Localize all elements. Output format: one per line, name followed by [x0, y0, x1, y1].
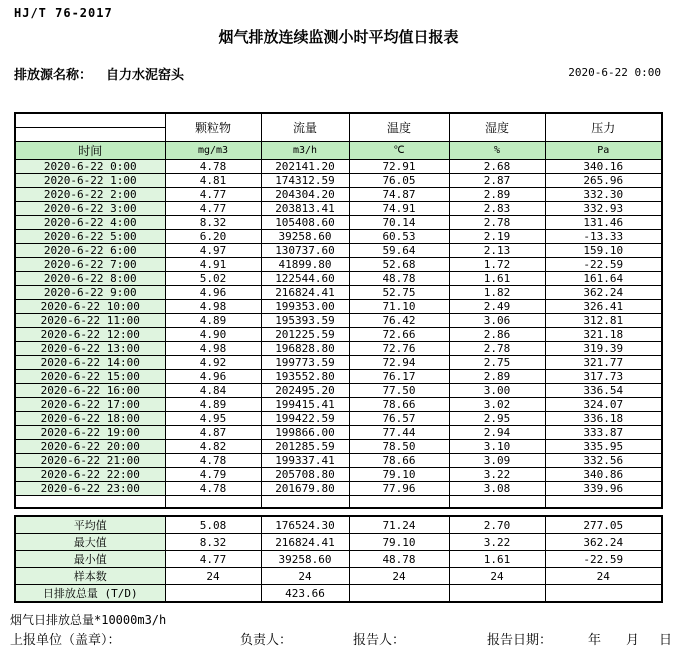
- value-cell: 205708.80: [261, 467, 349, 481]
- time-cell: 2020-6-22 8:00: [15, 271, 165, 285]
- time-cell: 2020-6-22 15:00: [15, 369, 165, 383]
- value-cell: 4.87: [165, 425, 261, 439]
- summary-value-cell: 4.77: [165, 551, 261, 568]
- value-cell: 39258.60: [261, 229, 349, 243]
- day-label: 日: [659, 633, 673, 648]
- summary-rows: [15, 516, 662, 602]
- summary-value-cell: 24: [261, 568, 349, 585]
- time-cell: 2020-6-22 13:00: [15, 341, 165, 355]
- value-cell: 340.16: [545, 159, 662, 173]
- time-cell: 2020-6-22 19:00: [15, 425, 165, 439]
- value-cell: 4.77: [165, 201, 261, 215]
- value-cell: 4.89: [165, 313, 261, 327]
- time-cell: 2020-6-22 2:00: [15, 187, 165, 201]
- value-cell: 74.87: [349, 187, 449, 201]
- value-cell: 362.24: [545, 285, 662, 299]
- value-cell: 326.41: [545, 299, 662, 313]
- value-cell: 4.82: [165, 439, 261, 453]
- value-cell: 3.08: [449, 481, 545, 495]
- value-cell: 76.42: [349, 313, 449, 327]
- table-row: [15, 201, 662, 215]
- emission-source-label: 排放源名称：: [14, 68, 93, 83]
- value-cell: 78.66: [349, 397, 449, 411]
- value-cell: 317.73: [545, 369, 662, 383]
- value-cell: 4.78: [165, 481, 261, 495]
- value-cell: 4.78: [165, 159, 261, 173]
- value-cell: 71.10: [349, 299, 449, 313]
- value-cell: 74.91: [349, 201, 449, 215]
- value-cell: 2.13: [449, 243, 545, 257]
- value-cell: 196828.80: [261, 341, 349, 355]
- value-cell: 199773.59: [261, 355, 349, 369]
- empty-row: [15, 495, 662, 508]
- value-cell: 201225.59: [261, 327, 349, 341]
- summary-row: [15, 568, 662, 585]
- value-cell: 340.86: [545, 467, 662, 481]
- value-cell: 76.57: [349, 411, 449, 425]
- value-cell: 199415.41: [261, 397, 349, 411]
- value-cell: 59.64: [349, 243, 449, 257]
- summary-value-cell: 362.24: [545, 534, 662, 551]
- value-cell: 2.78: [449, 341, 545, 355]
- summary-value-cell: [349, 585, 449, 603]
- value-cell: 72.91: [349, 159, 449, 173]
- column-header: 颗粒物: [165, 113, 261, 141]
- value-cell: 5.02: [165, 271, 261, 285]
- column-unit: %: [449, 141, 545, 159]
- summary-row: [15, 551, 662, 568]
- table-row: [15, 187, 662, 201]
- value-cell: 72.76: [349, 341, 449, 355]
- table-row: [15, 285, 662, 299]
- value-cell: 2.89: [449, 369, 545, 383]
- value-cell: 265.96: [545, 173, 662, 187]
- value-cell: 2.78: [449, 215, 545, 229]
- value-cell: 202141.20: [261, 159, 349, 173]
- signature-line: [0, 629, 677, 647]
- time-cell: 2020-6-22 20:00: [15, 439, 165, 453]
- time-cell: 2020-6-22 11:00: [15, 313, 165, 327]
- value-cell: 312.81: [545, 313, 662, 327]
- pollutant-header-row: [15, 113, 662, 141]
- total-emission-note: 烟气日排放总量*10000m3/h: [10, 613, 167, 627]
- value-cell: 4.84: [165, 383, 261, 397]
- summary-label-cell: 最大值: [15, 534, 165, 551]
- empty-cell: [165, 495, 261, 508]
- value-cell: 4.97: [165, 243, 261, 257]
- value-cell: 216824.41: [261, 285, 349, 299]
- summary-value-cell: 71.24: [349, 516, 449, 534]
- summary-label-cell: 日排放总量 (T/D): [15, 585, 165, 603]
- value-cell: 4.79: [165, 467, 261, 481]
- value-cell: 199353.00: [261, 299, 349, 313]
- value-cell: 4.77: [165, 187, 261, 201]
- table-row: [15, 439, 662, 453]
- column-header: 温度: [349, 113, 449, 141]
- value-cell: 4.81: [165, 173, 261, 187]
- value-cell: 336.54: [545, 383, 662, 397]
- value-cell: 2.87: [449, 173, 545, 187]
- value-cell: 202495.20: [261, 383, 349, 397]
- value-cell: 72.94: [349, 355, 449, 369]
- value-cell: 203813.41: [261, 201, 349, 215]
- table-row: [15, 411, 662, 425]
- value-cell: 2.68: [449, 159, 545, 173]
- value-cell: 79.10: [349, 467, 449, 481]
- summary-value-cell: 39258.60: [261, 551, 349, 568]
- emission-source-line: [14, 64, 184, 83]
- value-cell: 76.05: [349, 173, 449, 187]
- time-cell: 2020-6-22 17:00: [15, 397, 165, 411]
- table-row: [15, 397, 662, 411]
- table-row: [15, 453, 662, 467]
- value-cell: 70.14: [349, 215, 449, 229]
- value-cell: 193552.80: [261, 369, 349, 383]
- summary-table: [14, 515, 663, 603]
- value-cell: 2.86: [449, 327, 545, 341]
- value-cell: 2.95: [449, 411, 545, 425]
- value-cell: 3.10: [449, 439, 545, 453]
- month-label: 月: [626, 633, 640, 648]
- value-cell: 41899.80: [261, 257, 349, 271]
- value-cell: 4.90: [165, 327, 261, 341]
- value-cell: 199337.41: [261, 453, 349, 467]
- summary-value-cell: 24: [349, 568, 449, 585]
- value-cell: 336.18: [545, 411, 662, 425]
- value-cell: 199422.59: [261, 411, 349, 425]
- value-cell: 199866.00: [261, 425, 349, 439]
- time-cell: 2020-6-22 0:00: [15, 159, 165, 173]
- value-cell: 324.07: [545, 397, 662, 411]
- page-title: 烟气排放连续监测小时平均值日报表: [218, 28, 459, 46]
- standard-number: HJ/T 76-2017: [14, 6, 113, 20]
- table-row: [15, 369, 662, 383]
- table-row: [15, 355, 662, 369]
- value-cell: 48.78: [349, 271, 449, 285]
- value-cell: 195393.59: [261, 313, 349, 327]
- time-cell: 2020-6-22 22:00: [15, 467, 165, 481]
- summary-value-cell: 24: [165, 568, 261, 585]
- summary-value-cell: 5.08: [165, 516, 261, 534]
- column-unit: mg/m3: [165, 141, 261, 159]
- table-row: [15, 229, 662, 243]
- value-cell: 201679.80: [261, 481, 349, 495]
- time-cell: 2020-6-22 7:00: [15, 257, 165, 271]
- value-cell: 4.96: [165, 369, 261, 383]
- empty-cell: [15, 495, 165, 508]
- value-cell: 2.94: [449, 425, 545, 439]
- value-cell: -13.33: [545, 229, 662, 243]
- value-cell: 6.20: [165, 229, 261, 243]
- summary-value-cell: 48.78: [349, 551, 449, 568]
- empty-cell: [261, 495, 349, 508]
- value-cell: 3.06: [449, 313, 545, 327]
- table-row: [15, 271, 662, 285]
- value-cell: 1.72: [449, 257, 545, 271]
- table-row: [15, 159, 662, 173]
- value-cell: 332.30: [545, 187, 662, 201]
- time-cell: 2020-6-22 6:00: [15, 243, 165, 257]
- summary-label-cell: 样本数: [15, 568, 165, 585]
- value-cell: 3.02: [449, 397, 545, 411]
- summary-value-cell: -22.59: [545, 551, 662, 568]
- value-cell: 4.98: [165, 341, 261, 355]
- time-column-header: 时间: [15, 141, 165, 159]
- value-cell: 72.66: [349, 327, 449, 341]
- time-cell: 2020-6-22 10:00: [15, 299, 165, 313]
- table-row: [15, 313, 662, 327]
- value-cell: 2.19: [449, 229, 545, 243]
- column-header: 流量: [261, 113, 349, 141]
- summary-value-cell: 24: [545, 568, 662, 585]
- time-cell: 2020-6-22 9:00: [15, 285, 165, 299]
- summary-value-cell: 24: [449, 568, 545, 585]
- responsible-label: 负责人：: [240, 633, 293, 648]
- summary-value-cell: 3.22: [449, 534, 545, 551]
- value-cell: 174312.59: [261, 173, 349, 187]
- value-cell: 2.89: [449, 187, 545, 201]
- time-cell: 2020-6-22 16:00: [15, 383, 165, 397]
- value-cell: 131.46: [545, 215, 662, 229]
- time-cell: 2020-6-22 14:00: [15, 355, 165, 369]
- value-cell: 105408.60: [261, 215, 349, 229]
- time-cell: 2020-6-22 1:00: [15, 173, 165, 187]
- value-cell: 201285.59: [261, 439, 349, 453]
- table-row: [15, 467, 662, 481]
- value-cell: 78.66: [349, 453, 449, 467]
- time-cell: 2020-6-22 21:00: [15, 453, 165, 467]
- value-cell: 77.50: [349, 383, 449, 397]
- value-cell: 333.87: [545, 425, 662, 439]
- time-cell: 2020-6-22 3:00: [15, 201, 165, 215]
- year-label: 年: [588, 633, 602, 648]
- value-cell: 3.09: [449, 453, 545, 467]
- value-cell: 161.64: [545, 271, 662, 285]
- value-cell: 2.83: [449, 201, 545, 215]
- table-row: [15, 173, 662, 187]
- value-cell: -22.59: [545, 257, 662, 271]
- hourly-rows: [15, 159, 662, 495]
- summary-value-cell: 176524.30: [261, 516, 349, 534]
- empty-cell: [449, 495, 545, 508]
- value-cell: 321.77: [545, 355, 662, 369]
- unit-header-row: [15, 141, 662, 159]
- summary-value-cell: 1.61: [449, 551, 545, 568]
- summary-value-cell: [165, 585, 261, 603]
- hourly-data-table: [14, 112, 663, 509]
- column-header: 湿度: [449, 113, 545, 141]
- value-cell: 4.89: [165, 397, 261, 411]
- empty-cell: [545, 495, 662, 508]
- empty-cell: [349, 495, 449, 508]
- summary-value-cell: 2.70: [449, 516, 545, 534]
- time-cell: 2020-6-22 23:00: [15, 481, 165, 495]
- value-cell: 2.49: [449, 299, 545, 313]
- emission-source-name: 自力水泥窑头: [106, 68, 185, 83]
- time-cell: 2020-6-22 4:00: [15, 215, 165, 229]
- column-unit: Pa: [545, 141, 662, 159]
- value-cell: 52.68: [349, 257, 449, 271]
- summary-row: [15, 534, 662, 551]
- summary-value-cell: 423.66: [261, 585, 349, 603]
- value-cell: 77.96: [349, 481, 449, 495]
- table-row: [15, 215, 662, 229]
- value-cell: 2.75: [449, 355, 545, 369]
- value-cell: 335.95: [545, 439, 662, 453]
- value-cell: 8.32: [165, 215, 261, 229]
- table-row: [15, 327, 662, 341]
- value-cell: 1.61: [449, 271, 545, 285]
- value-cell: 4.78: [165, 453, 261, 467]
- time-cell: 2020-6-22 5:00: [15, 229, 165, 243]
- value-cell: 3.00: [449, 383, 545, 397]
- table-row: [15, 341, 662, 355]
- value-cell: 77.44: [349, 425, 449, 439]
- value-cell: 332.93: [545, 201, 662, 215]
- summary-row: [15, 585, 662, 603]
- value-cell: 4.96: [165, 285, 261, 299]
- value-cell: 332.56: [545, 453, 662, 467]
- report-datetime: 2020-6-22 0:00: [568, 66, 661, 79]
- table-row: [15, 425, 662, 439]
- corner-divider: [16, 127, 165, 128]
- value-cell: 4.95: [165, 411, 261, 425]
- summary-value-cell: [449, 585, 545, 603]
- value-cell: 4.91: [165, 257, 261, 271]
- value-cell: 78.50: [349, 439, 449, 453]
- table-row: [15, 243, 662, 257]
- table-row: [15, 257, 662, 271]
- value-cell: 1.82: [449, 285, 545, 299]
- value-cell: 4.98: [165, 299, 261, 313]
- value-cell: 122544.60: [261, 271, 349, 285]
- value-cell: 130737.60: [261, 243, 349, 257]
- time-cell: 2020-6-22 18:00: [15, 411, 165, 425]
- reporter-label: 报告人：: [353, 633, 406, 648]
- value-cell: 3.22: [449, 467, 545, 481]
- summary-value-cell: 216824.41: [261, 534, 349, 551]
- summary-label-cell: 最小值: [15, 551, 165, 568]
- summary-value-cell: 79.10: [349, 534, 449, 551]
- report-unit-label: 上报单位（盖章）：: [10, 633, 121, 648]
- summary-row: [15, 516, 662, 534]
- summary-value-cell: 277.05: [545, 516, 662, 534]
- value-cell: 339.96: [545, 481, 662, 495]
- column-unit: m3/h: [261, 141, 349, 159]
- value-cell: 319.39: [545, 341, 662, 355]
- report-date-label: 报告日期：: [487, 633, 553, 648]
- summary-value-cell: [545, 585, 662, 603]
- value-cell: 76.17: [349, 369, 449, 383]
- table-row: [15, 383, 662, 397]
- time-cell: 2020-6-22 12:00: [15, 327, 165, 341]
- column-header: 压力: [545, 113, 662, 141]
- table-row: [15, 299, 662, 313]
- summary-label-cell: 平均值: [15, 516, 165, 534]
- header-corner-cell: [15, 113, 165, 141]
- value-cell: 52.75: [349, 285, 449, 299]
- value-cell: 4.92: [165, 355, 261, 369]
- value-cell: 60.53: [349, 229, 449, 243]
- value-cell: 321.18: [545, 327, 662, 341]
- table-row: [15, 481, 662, 495]
- summary-value-cell: 8.32: [165, 534, 261, 551]
- value-cell: 204304.20: [261, 187, 349, 201]
- value-cell: 159.10: [545, 243, 662, 257]
- column-unit: ℃: [349, 141, 449, 159]
